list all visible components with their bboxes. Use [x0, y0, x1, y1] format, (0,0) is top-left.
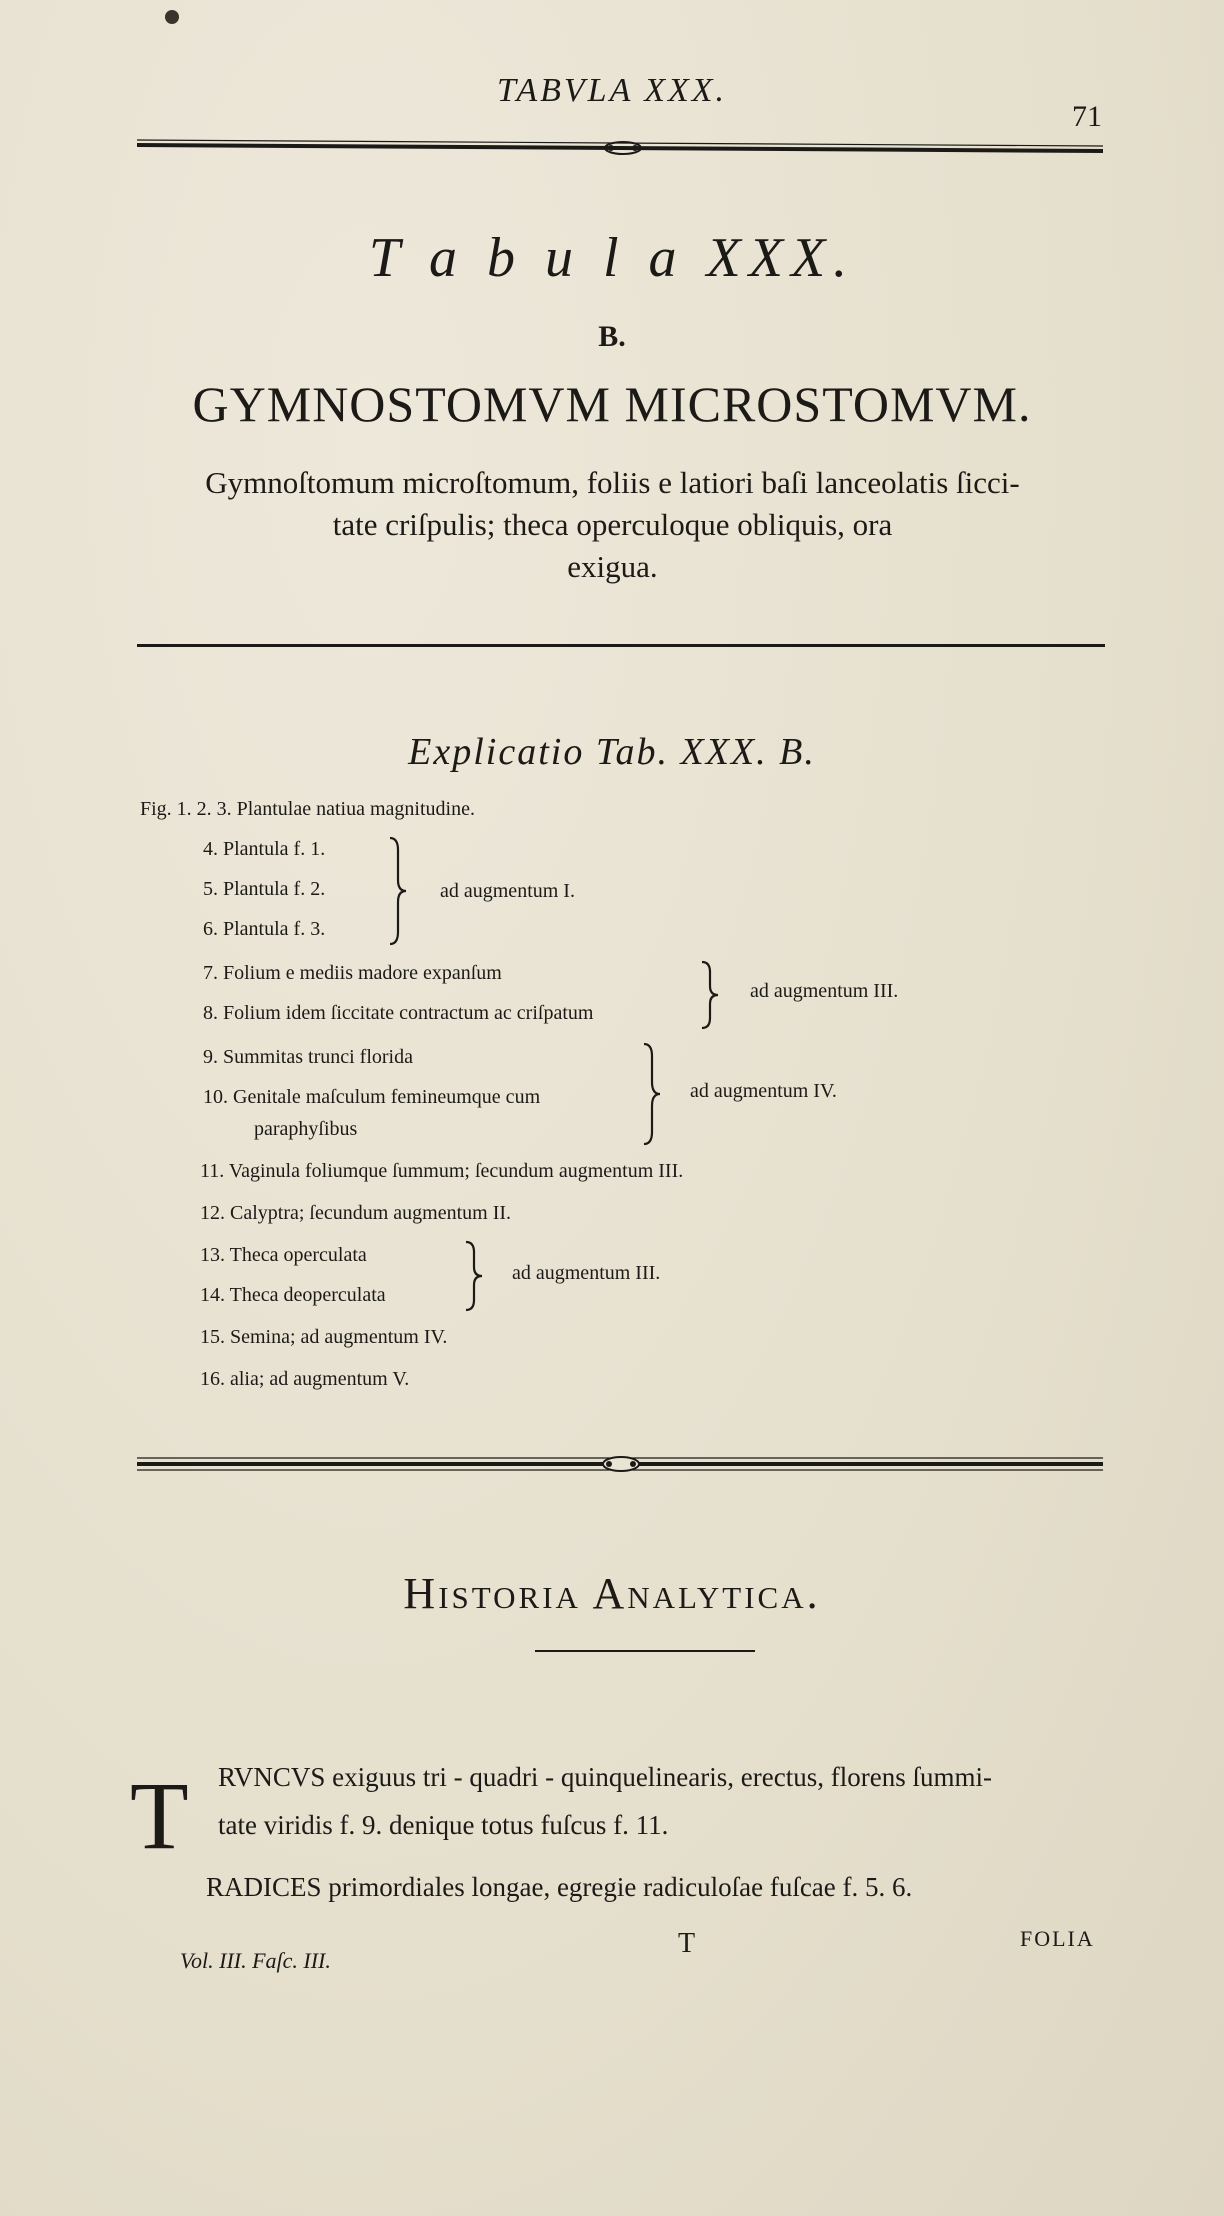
middle-ornamental-rule: [135, 1452, 1105, 1476]
explicatio-title: Explicatio Tab. XXX. B.: [408, 731, 816, 773]
plate-letter: B.: [598, 320, 626, 353]
augmentum-label: ad augmentum III.: [750, 980, 899, 1002]
fig-line: 7. Folium e mediis madore expanſum: [203, 962, 502, 984]
top-ornamental-rule: [135, 136, 1105, 160]
fig-line: 4. Plantula f. 1.: [203, 838, 326, 860]
brace-icon: [698, 960, 720, 1030]
fig-line: 15. Semina; ad augmentum IV.: [200, 1326, 448, 1348]
fig-line: 6. Plantula f. 3.: [203, 918, 326, 940]
diagnosis-line: Gymnoſtomum microſtomum, foliis e latiori baſi lanceolatis ſicci-: [205, 465, 1020, 500]
augmentum-label: ad augmentum I.: [440, 880, 575, 902]
fig-line: 16. alia; ad augmentum V.: [200, 1368, 410, 1390]
fig-line: 9. Summitas trunci florida: [203, 1046, 413, 1068]
fig-line: 12. Calyptra; ſecundum augmentum II.: [200, 1202, 512, 1224]
paragraph-line: RVNCVS exiguus tri - quadri - quinquelinearis, erectus, florens ſummi-: [218, 1762, 992, 1792]
fig-line: 8. Folium idem ſiccitate contractum ac criſpatum: [203, 1002, 594, 1024]
volume-note: Vol. III. Faſc. III.: [180, 1948, 331, 1973]
fig-line: 11. Vaginula foliumque ſummum; ſecundum augmentum III.: [200, 1160, 684, 1182]
paragraph-line: tate viridis f. 9. denique totus fuſcus f. 11.: [218, 1810, 669, 1840]
brace-icon: [640, 1042, 662, 1146]
fig-line: paraphyſibus: [254, 1118, 358, 1140]
brace-icon: [462, 1240, 484, 1312]
augmentum-label: ad augmentum III.: [512, 1262, 661, 1284]
running-title: TABVLA XXX.: [496, 72, 728, 109]
drop-cap: T: [130, 1762, 189, 1869]
species-diagnosis: [140, 462, 1085, 588]
fig-line: 14. Theca deoperculata: [200, 1284, 386, 1306]
catchword: FOLIA: [1020, 1926, 1095, 1951]
species-name: GYMNOSTOMVM MICROSTOMVM.: [192, 376, 1032, 432]
short-rule: [535, 1650, 755, 1652]
brace-icon: [386, 836, 408, 946]
augmentum-label: ad augmentum IV.: [690, 1080, 837, 1102]
fig-line: Fig. 1. 2. 3. Plantulae natiua magnitudine.: [140, 798, 475, 820]
historia-title: Historia Analytica.: [403, 1569, 821, 1618]
fig-line: 10. Genitale maſculum femineumque cum: [203, 1086, 541, 1108]
fig-line: 13. Theca operculata: [200, 1244, 367, 1266]
signature-mark: T: [678, 1928, 696, 1959]
diagnosis-line: tate criſpulis; theca operculoque obliquis, ora: [332, 507, 893, 542]
paragraph-line: RADICES primordiales longae, egregie radiculoſae fuſcae f. 5. 6.: [206, 1872, 913, 1902]
page-number: 71: [1072, 100, 1102, 133]
plate-title: T a b u l a XXX.: [368, 227, 856, 289]
ink-spot: [165, 10, 179, 24]
section-rule: [137, 644, 1105, 647]
diagnosis-line: exigua.: [567, 549, 658, 584]
fig-line: 5. Plantula f. 2.: [203, 878, 326, 900]
